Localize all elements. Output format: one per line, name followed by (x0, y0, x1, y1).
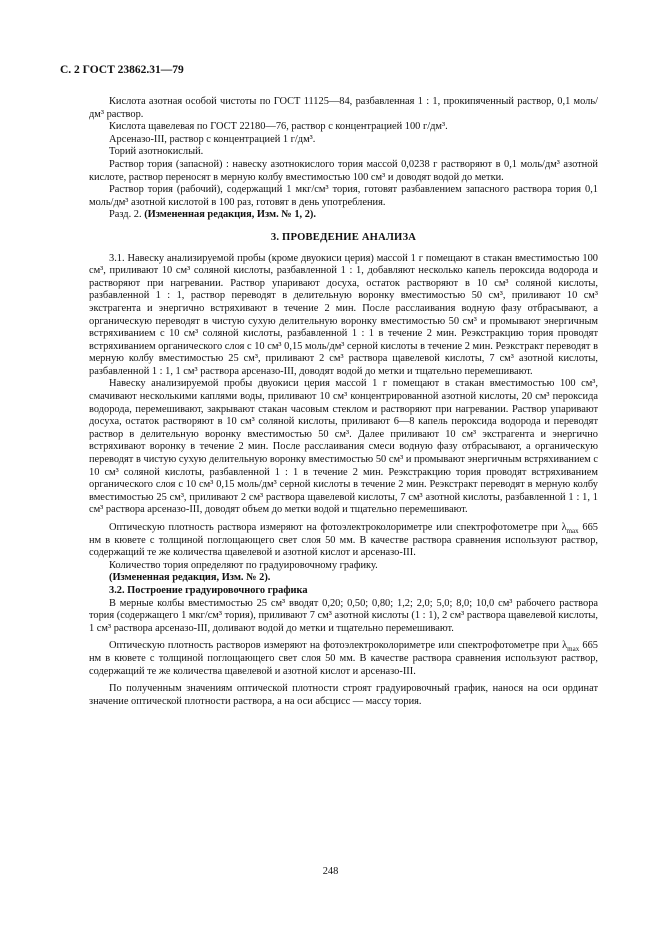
reagent-arsenazo: Арсеназо-III, раствор с концентрацией 1 г/дм³. (109, 133, 316, 145)
page-number: 248 (322, 866, 339, 877)
reagent-thorium-working-solution: Раствор тория (рабочий), содержащий 1 мкг/см³ тория, готовят разбавлением запасного раствора тория 0,1 моль/дм³ азотной кислотой в 100 раз, готовят в день употребления. (89, 184, 598, 208)
paragraph-calibration-density (89, 640, 598, 678)
paragraph-optical-density (89, 522, 598, 560)
lambda-subscript: max (566, 527, 579, 536)
section-title: 3. ПРОВЕДЕНИЕ АНАЛИЗА (270, 231, 417, 243)
reagent-oxalic-acid: Кислота щавелевая по ГОСТ 22180—76, раствор с концентрацией 100 г/дм³. (109, 121, 448, 133)
paragraph-3-1: 3.1. Навеску анализируемой пробы (кроме двуокиси церия) массой 1 г помещают в стакан вместимостью 100 см³, приливают 10 см³ соляной кислоты, разбавленной 1 : 1, добавляют несколько капель пероксида водорода и растворяют при нагревании. Раствор упаривают досуха, остаток растворяют в 10 см³ соляной кислоты, разбавленной 1 : 1, раствор переводят в делительную воронку вместимостью 50 см³, приливают 10 см³ экстрагента и энергично встряхивают в течение 2 мин. После расслаивания водную фазу отбрасывают, а органическую переводят в чистую сухую делительную воронку вместимостью 50 см³ и промывают энергичным встряхиванием с 10 см³ соляной кислоты, разбавленной 1 : 1 в течение 2 мин. Реэкстракцию тория проводят встряхиванием органического слоя с 10 см³ 0,15 моль/дм³ серной кислоты в течение 2 мин. Реэкстракт переводят в мерную колбу вместимостью 25 см³, приливают 2 см³ раствора щавелевой кислоты, 7 см³ азотной кислоты, разбавленной 1 : 1, 1 см³ раствора арсеназо-III, доводят водой до метки и тщательно перемешивают. (89, 252, 598, 377)
text-segment: Оптическую плотность раствора измеряют на фотоэлектроколориметре или спектрофотометре при λ (109, 522, 567, 533)
paragraph-calibration-graph: По полученным значениям оптической плотности строят градуировочный график, нанося на оси ординат значение оптической плотности раствора, а на оси абсцисс — массу тория. (89, 683, 598, 707)
reagent-thorium-nitrate: Торий азотнокислый. (109, 146, 204, 158)
edit-note-amend-2: (Измененная редакция, Изм. № 2). (109, 572, 271, 584)
subsection-3-2-title: 3.2. Построение градуировочного графика (109, 584, 308, 596)
text-segment: 665 нм в кювете с толщиной поглощающего свет слоя 50 мм. В качестве раствора сравнения используют раствор, содержащий те же количества щавелевой и азотной кислот и арсеназо-III. (89, 640, 599, 677)
reagent-nitric-acid: Кислота азотная особой чистоты по ГОСТ 11125—84, разбавленная 1 : 1, прокипяченный раствор, 0,1 моль/дм³ раствор. (89, 96, 598, 120)
paragraph-ceria-procedure: Навеску анализируемой пробы двуокиси церия массой 1 г помещают в стакан вместимостью 100 см³, смачивают несколькими каплями воды, приливают 10 см³ концентрированной азотной кислоты, 20 см³ пероксида водорода, перемешивают, закрывают стакан часовым стеклом и растворяют при нагревании. Раствор упаривают досуха, остаток растворяют в 10 см³ соляной кислоты, приливают 6—8 капель пероксида водорода и переводят раствор в делительную воронку вместимостью 50 см³. Далее приливают 10 см³ экстрагента и энергично встряхивают воронку в течение 2 мин. После расслаивания смеси водную фазу отбрасывают, а органическую переводят в чистую сухую делительную воронку вместимостью 50 см³ и промывают энергичным встряхиванием с 10 см³ соляной кислоты, разбавленной 1 : 1 в течение 2 мин. Реэкстракцию тория проводят встряхиванием органического слоя с 10 см³ 0,15 моль/дм³ серной кислоты в течение 2 мин. Реэкстракт переводят в мерную колбу вместимостью 25 см³, приливают 2 см³ раствора щавелевой кислоты, 7 см³ азотной кислоты, разбавленной 1 : 1, 1 см³ раствора арсеназо-III, доводят объем до метки водой и тщательно перемешивают. (89, 378, 598, 516)
lambda-subscript: max (567, 645, 580, 654)
document-body (89, 96, 598, 708)
edit-note-section2 (89, 209, 598, 222)
page-header: С. 2 ГОСТ 23862.31—79 (60, 64, 184, 76)
edit-note-bold: (Измененная редакция, Изм. № 1, 2). (144, 209, 316, 221)
edit-note-prefix: Разд. 2. (109, 209, 145, 221)
paragraph-thorium-quantity: Количество тория определяют по градуировочному графику. (109, 559, 378, 571)
reagent-thorium-stock-solution: Раствор тория (запасной) : навеску азотнокислого тория массой 0,0238 г растворяют в 0,1 моль/дм³ азотной кислоте, раствор переносят в мерную колбу вместимостью 100 см³ и доводят водой до метки. (89, 158, 598, 183)
paragraph-calibration-flasks: В мерные колбы вместимостью 25 см³ вводят 0,20; 0,50; 0,80; 1,2; 2,0; 5,0; 8,0; 10,0 см³ рабочего раствора тория (содержащего 1 мкг/см³ тория), приливают 7 см³ азотной кислоты (1 : 1), 2 см³ раствора щавелевой кислоты, 1 см³ раствора арсеназо-III, доливают водой до метки и тщательно перемешивают. (89, 597, 598, 634)
text-segment: Оптическую плотность растворов измеряют на фотоэлектроколориметре или спектрофотометре при λ (109, 640, 568, 652)
text-segment: 665 нм в кювете с толщиной поглощающего свет слоя 50 мм. В качестве раствора сравнения используют раствор, содержащий те же количества щавелевой и азотной кислот и арсеназо-III. (89, 522, 598, 559)
